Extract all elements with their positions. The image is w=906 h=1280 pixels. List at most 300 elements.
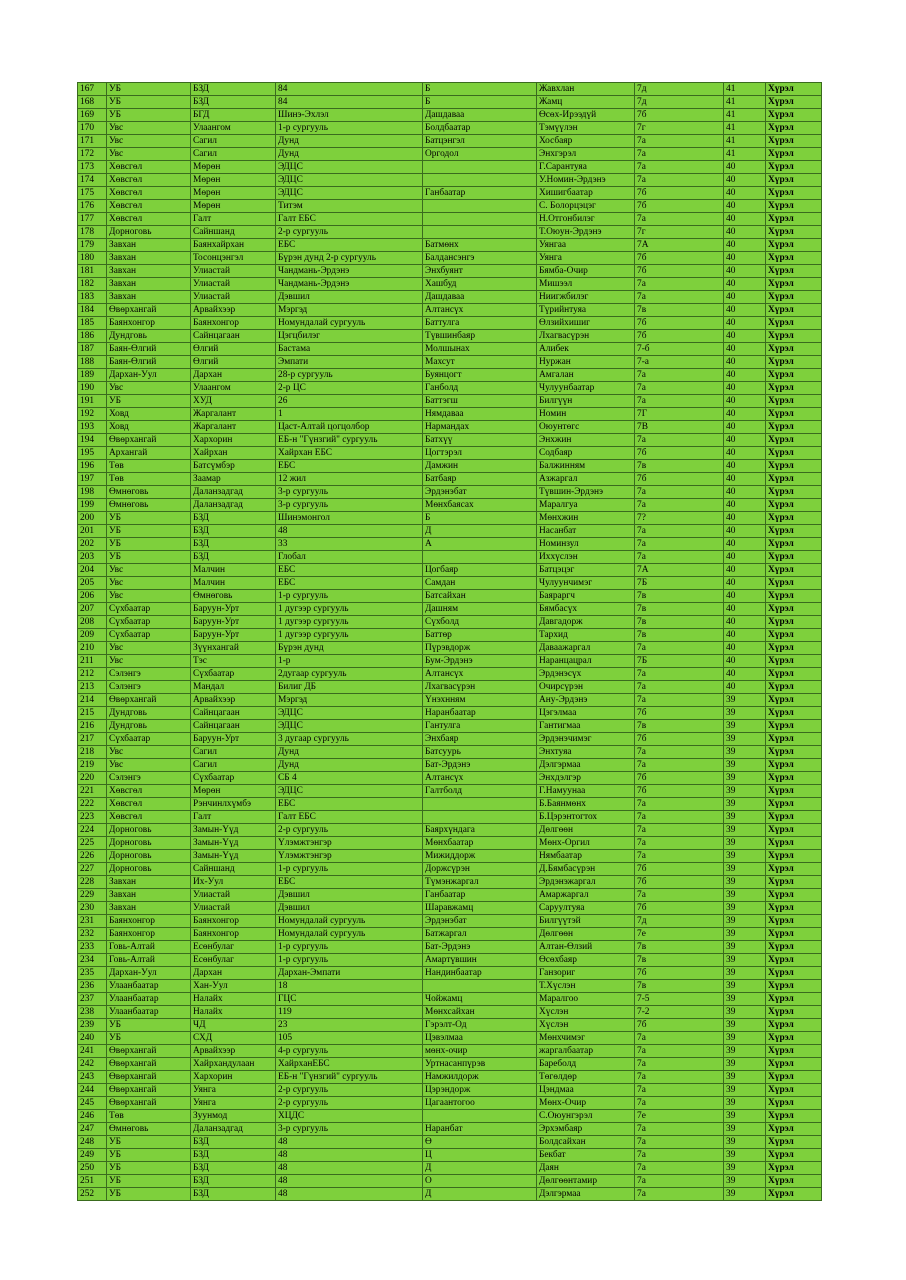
school-cell: ЕБС xyxy=(276,460,423,473)
district-cell: Хархорин xyxy=(191,434,276,447)
student-cell: Билгүүн xyxy=(537,395,635,408)
district-cell: Рэнчинлхүмбэ xyxy=(191,798,276,811)
row-number: 168 xyxy=(78,96,107,109)
award-cell: Хүрэл xyxy=(766,746,822,759)
award-cell: Хүрэл xyxy=(766,486,822,499)
score-cell: 39 xyxy=(724,1110,766,1123)
row-number: 222 xyxy=(78,798,107,811)
row-number: 247 xyxy=(78,1123,107,1136)
province-cell: Сүхбаатар xyxy=(107,603,191,616)
teacher-cell: Пүрэвдорж xyxy=(423,642,537,655)
teacher-cell: Батсайхан xyxy=(423,590,537,603)
student-cell: Насанбат xyxy=(537,525,635,538)
district-cell: Сайнцагаан xyxy=(191,720,276,733)
province-cell: Өвөрхангай xyxy=(107,1045,191,1058)
teacher-cell xyxy=(423,551,537,564)
class-cell: 7А xyxy=(635,564,724,577)
table-row xyxy=(78,772,822,785)
score-cell: 39 xyxy=(724,837,766,850)
school-cell: ЕБС xyxy=(276,577,423,590)
score-cell: 40 xyxy=(724,668,766,681)
class-cell: 7б xyxy=(635,707,724,720)
province-cell: УБ xyxy=(107,109,191,122)
school-cell: Титэм xyxy=(276,200,423,213)
province-cell: УБ xyxy=(107,1188,191,1201)
district-cell: Мөрөн xyxy=(191,174,276,187)
student-cell: Эрхэмбаяр xyxy=(537,1123,635,1136)
student-cell: Маралгуа xyxy=(537,499,635,512)
district-cell: БГД xyxy=(191,109,276,122)
table-row xyxy=(78,655,822,668)
score-cell: 40 xyxy=(724,356,766,369)
award-cell: Хүрэл xyxy=(766,369,822,382)
score-cell: 40 xyxy=(724,187,766,200)
table-row xyxy=(78,304,822,317)
district-cell: Улиастай xyxy=(191,278,276,291)
row-number: 202 xyxy=(78,538,107,551)
table-row xyxy=(78,109,822,122)
table-row xyxy=(78,746,822,759)
class-cell: 7в xyxy=(635,460,724,473)
province-cell: Дархан-Уул xyxy=(107,967,191,980)
row-number: 183 xyxy=(78,291,107,304)
class-cell: 7а xyxy=(635,1188,724,1201)
class-cell: 7а xyxy=(635,1032,724,1045)
score-cell: 40 xyxy=(724,174,766,187)
teacher-cell: Ц xyxy=(423,1149,537,1162)
province-cell: Ховд xyxy=(107,421,191,434)
score-cell: 40 xyxy=(724,590,766,603)
award-cell: Хүрэл xyxy=(766,1136,822,1149)
province-cell: Өмнөговь xyxy=(107,486,191,499)
teacher-cell xyxy=(423,161,537,174)
teacher-cell: Ганболд xyxy=(423,382,537,395)
student-cell: Энхгэрэл xyxy=(537,148,635,161)
class-cell: 7б xyxy=(635,902,724,915)
row-number: 197 xyxy=(78,473,107,486)
student-cell: жаргалбаатар xyxy=(537,1045,635,1058)
row-number: 212 xyxy=(78,668,107,681)
student-cell: Бареболд xyxy=(537,1058,635,1071)
row-number: 173 xyxy=(78,161,107,174)
table-row xyxy=(78,408,822,421)
table-row xyxy=(78,694,822,707)
row-number: 218 xyxy=(78,746,107,759)
school-cell: ЕБС xyxy=(276,798,423,811)
teacher-cell: Нармандах xyxy=(423,421,537,434)
teacher-cell: Бат-Эрдэнэ xyxy=(423,759,537,772)
school-cell: СБ 4 xyxy=(276,772,423,785)
teacher-cell: Батсуурь xyxy=(423,746,537,759)
score-cell: 40 xyxy=(724,447,766,460)
school-cell: Номундалай сургууль xyxy=(276,317,423,330)
score-cell: 39 xyxy=(724,928,766,941)
row-number: 246 xyxy=(78,1110,107,1123)
score-cell: 39 xyxy=(724,785,766,798)
score-cell: 41 xyxy=(724,83,766,96)
award-cell: Хүрэл xyxy=(766,265,822,278)
award-cell: Хүрэл xyxy=(766,226,822,239)
award-cell: Хүрэл xyxy=(766,252,822,265)
teacher-cell: О xyxy=(423,1175,537,1188)
school-cell: Номундалай сургууль xyxy=(276,928,423,941)
class-cell: 7б xyxy=(635,265,724,278)
award-cell: Хүрэл xyxy=(766,1175,822,1188)
school-cell: 2-р ЦС xyxy=(276,382,423,395)
score-cell: 40 xyxy=(724,291,766,304)
district-cell: БЗД xyxy=(191,525,276,538)
teacher-cell xyxy=(423,213,537,226)
province-cell: Дорноговь xyxy=(107,863,191,876)
row-number: 194 xyxy=(78,434,107,447)
school-cell: ЭДЦС xyxy=(276,707,423,720)
student-cell: Дөлгөөн xyxy=(537,928,635,941)
student-cell: Тэмүүлэн xyxy=(537,122,635,135)
table-row xyxy=(78,343,822,356)
row-number: 190 xyxy=(78,382,107,395)
class-cell: 7д xyxy=(635,96,724,109)
score-cell: 39 xyxy=(724,733,766,746)
teacher-cell: Шаравжамц xyxy=(423,902,537,915)
school-cell: 12 жил xyxy=(276,473,423,486)
class-cell: 7а xyxy=(635,1045,724,1058)
student-cell: Хүслэн xyxy=(537,1019,635,1032)
score-cell: 40 xyxy=(724,681,766,694)
district-cell: Мандал xyxy=(191,681,276,694)
award-cell: Хүрэл xyxy=(766,200,822,213)
district-cell: БЗД xyxy=(191,1149,276,1162)
school-cell: Бастама xyxy=(276,343,423,356)
province-cell: Увс xyxy=(107,759,191,772)
score-cell: 39 xyxy=(724,941,766,954)
school-cell: 48 xyxy=(276,1175,423,1188)
province-cell: УБ xyxy=(107,1019,191,1032)
school-cell: ЕБС xyxy=(276,876,423,889)
table-row xyxy=(78,538,822,551)
row-number: 250 xyxy=(78,1162,107,1175)
table-row xyxy=(78,993,822,1006)
score-cell: 40 xyxy=(724,200,766,213)
row-number: 251 xyxy=(78,1175,107,1188)
province-cell: Завхан xyxy=(107,265,191,278)
student-cell: Саруултуяа xyxy=(537,902,635,915)
score-cell: 39 xyxy=(724,1032,766,1045)
district-cell: Сайншанд xyxy=(191,863,276,876)
student-cell: Н.Отгонбилэг xyxy=(537,213,635,226)
table-row xyxy=(78,629,822,642)
award-cell: Хүрэл xyxy=(766,1006,822,1019)
school-cell: Эмпати xyxy=(276,356,423,369)
student-cell: С.Оюунгэрэл xyxy=(537,1110,635,1123)
district-cell: Арвайхээр xyxy=(191,694,276,707)
table-row xyxy=(78,707,822,720)
district-cell: БЗД xyxy=(191,96,276,109)
province-cell: Хөвсгөл xyxy=(107,798,191,811)
school-cell: Дэвшил xyxy=(276,889,423,902)
teacher-cell: Намжилдорж xyxy=(423,1071,537,1084)
school-cell: Галт ЕБС xyxy=(276,811,423,824)
table-row xyxy=(78,1149,822,1162)
row-number: 233 xyxy=(78,941,107,954)
school-cell: Галт ЕБС xyxy=(276,213,423,226)
table-row xyxy=(78,369,822,382)
table-row xyxy=(78,902,822,915)
award-cell: Хүрэл xyxy=(766,317,822,330)
table-row xyxy=(78,291,822,304)
row-number: 186 xyxy=(78,330,107,343)
row-number: 201 xyxy=(78,525,107,538)
class-cell: 7а xyxy=(635,486,724,499)
class-cell: 7Г xyxy=(635,408,724,421)
award-cell: Хүрэл xyxy=(766,551,822,564)
score-cell: 39 xyxy=(724,915,766,928)
score-cell: 40 xyxy=(724,603,766,616)
class-cell: 7б xyxy=(635,1019,724,1032)
award-cell: Хүрэл xyxy=(766,629,822,642)
class-cell: 7г xyxy=(635,226,724,239)
province-cell: Завхан xyxy=(107,902,191,915)
student-cell: Ану-Эрдэнэ xyxy=(537,694,635,707)
student-cell: Бямбасүх xyxy=(537,603,635,616)
row-number: 200 xyxy=(78,512,107,525)
district-cell: Жаргалант xyxy=(191,408,276,421)
class-cell: 7а xyxy=(635,668,724,681)
district-cell: Баянхонгор xyxy=(191,317,276,330)
province-cell: Улаанбаатар xyxy=(107,993,191,1006)
district-cell: Улиастай xyxy=(191,889,276,902)
school-cell: 3-р сургууль xyxy=(276,499,423,512)
score-cell: 39 xyxy=(724,954,766,967)
student-cell: Дөлгөөн xyxy=(537,824,635,837)
row-number: 215 xyxy=(78,707,107,720)
table-row xyxy=(78,954,822,967)
teacher-cell: Баттэгш xyxy=(423,395,537,408)
district-cell: Сүхбаатар xyxy=(191,772,276,785)
teacher-cell: Батцэнгэл xyxy=(423,135,537,148)
table-row xyxy=(78,278,822,291)
award-cell: Хүрэл xyxy=(766,616,822,629)
teacher-cell: А xyxy=(423,538,537,551)
score-cell: 41 xyxy=(724,109,766,122)
province-cell: Завхан xyxy=(107,876,191,889)
teacher-cell xyxy=(423,200,537,213)
province-cell: Баянхонгор xyxy=(107,928,191,941)
student-cell: Номин xyxy=(537,408,635,421)
table-row xyxy=(78,876,822,889)
table-row xyxy=(78,330,822,343)
teacher-cell: Эрдэнэбат xyxy=(423,915,537,928)
class-cell: 7в xyxy=(635,629,724,642)
teacher-cell: Дамжин xyxy=(423,460,537,473)
school-cell: 84 xyxy=(276,96,423,109)
class-cell: 7а xyxy=(635,746,724,759)
district-cell: Даланзадгад xyxy=(191,499,276,512)
student-cell: Чулуунбаатар xyxy=(537,382,635,395)
province-cell: Сүхбаатар xyxy=(107,616,191,629)
province-cell: Хөвсгөл xyxy=(107,187,191,200)
district-cell: Замын-Үүд xyxy=(191,824,276,837)
teacher-cell: Түмэнжаргал xyxy=(423,876,537,889)
score-cell: 39 xyxy=(724,1175,766,1188)
table-row xyxy=(78,447,822,460)
class-cell: 7а xyxy=(635,369,724,382)
class-cell: 7в xyxy=(635,954,724,967)
score-cell: 40 xyxy=(724,369,766,382)
school-cell: 48 xyxy=(276,1149,423,1162)
student-cell: Хүслэн xyxy=(537,1006,635,1019)
province-cell: Увс xyxy=(107,135,191,148)
province-cell: Увс xyxy=(107,577,191,590)
district-cell: Өлгий xyxy=(191,356,276,369)
table-row xyxy=(78,551,822,564)
award-cell: Хүрэл xyxy=(766,1019,822,1032)
table-row xyxy=(78,1032,822,1045)
table-row xyxy=(78,863,822,876)
row-number: 239 xyxy=(78,1019,107,1032)
province-cell: Дорноговь xyxy=(107,850,191,863)
table-row xyxy=(78,941,822,954)
district-cell: БЗД xyxy=(191,512,276,525)
school-cell: ЭДЦС xyxy=(276,187,423,200)
award-cell: Хүрэл xyxy=(766,824,822,837)
table-row xyxy=(78,460,822,473)
class-cell: 7Б xyxy=(635,655,724,668)
province-cell: Увс xyxy=(107,590,191,603)
score-cell: 39 xyxy=(724,1045,766,1058)
row-number: 232 xyxy=(78,928,107,941)
award-cell: Хүрэл xyxy=(766,1162,822,1175)
teacher-cell xyxy=(423,798,537,811)
class-cell: 7а xyxy=(635,395,724,408)
teacher-cell: Ганбаатар xyxy=(423,889,537,902)
student-cell: Жавхлан xyxy=(537,83,635,96)
district-cell: Баянхайрхан xyxy=(191,239,276,252)
award-cell: Хүрэл xyxy=(766,174,822,187)
student-cell: Мөнх-Оргил xyxy=(537,837,635,850)
class-cell: 7в xyxy=(635,603,724,616)
class-cell: 7е xyxy=(635,1110,724,1123)
row-number: 227 xyxy=(78,863,107,876)
school-cell: 1-р сургууль xyxy=(276,863,423,876)
award-cell: Хүрэл xyxy=(766,460,822,473)
award-cell: Хүрэл xyxy=(766,1188,822,1201)
student-cell: Т.Оюун-Эрдэнэ xyxy=(537,226,635,239)
province-cell: Сүхбаатар xyxy=(107,629,191,642)
row-number: 198 xyxy=(78,486,107,499)
province-cell: Өвөрхангай xyxy=(107,694,191,707)
score-cell: 40 xyxy=(724,343,766,356)
class-cell: 7а xyxy=(635,1162,724,1175)
award-cell: Хүрэл xyxy=(766,681,822,694)
province-cell: Увс xyxy=(107,642,191,655)
table-row xyxy=(78,642,822,655)
student-cell: Алибек xyxy=(537,343,635,356)
school-cell: 3 дугаар сургууль xyxy=(276,733,423,746)
score-cell: 41 xyxy=(724,96,766,109)
score-cell: 41 xyxy=(724,135,766,148)
class-cell: 7а xyxy=(635,694,724,707)
row-number: 205 xyxy=(78,577,107,590)
table-row xyxy=(78,83,822,96)
school-cell: 119 xyxy=(276,1006,423,1019)
school-cell: 26 xyxy=(276,395,423,408)
score-cell: 40 xyxy=(724,265,766,278)
score-cell: 40 xyxy=(724,421,766,434)
class-cell: 7а xyxy=(635,525,724,538)
score-cell: 39 xyxy=(724,902,766,915)
score-cell: 40 xyxy=(724,538,766,551)
table-row xyxy=(78,1058,822,1071)
school-cell: Дунд xyxy=(276,759,423,772)
award-cell: Хүрэл xyxy=(766,733,822,746)
class-cell: 7а xyxy=(635,551,724,564)
teacher-cell: Мөнхбаясах xyxy=(423,499,537,512)
row-number: 238 xyxy=(78,1006,107,1019)
student-cell: Амаржаргал xyxy=(537,889,635,902)
school-cell: ХайрханЕБС xyxy=(276,1058,423,1071)
award-cell: Хүрэл xyxy=(766,395,822,408)
award-cell: Хүрэл xyxy=(766,915,822,928)
award-cell: Хүрэл xyxy=(766,1097,822,1110)
table-row xyxy=(78,226,822,239)
district-cell: Сайншанд xyxy=(191,226,276,239)
student-cell: Түвшин-Эрдэнэ xyxy=(537,486,635,499)
row-number: 170 xyxy=(78,122,107,135)
score-cell: 39 xyxy=(724,1006,766,1019)
province-cell: Төв xyxy=(107,1110,191,1123)
class-cell: 7а xyxy=(635,889,724,902)
award-cell: Хүрэл xyxy=(766,1123,822,1136)
score-cell: 39 xyxy=(724,759,766,772)
results-table xyxy=(77,82,822,1201)
province-cell: Увс xyxy=(107,655,191,668)
row-number: 248 xyxy=(78,1136,107,1149)
class-cell: 7А xyxy=(635,239,724,252)
class-cell: 7в xyxy=(635,590,724,603)
province-cell: Говь-Алтай xyxy=(107,954,191,967)
row-number: 214 xyxy=(78,694,107,707)
school-cell: Номундалай сургууль xyxy=(276,915,423,928)
teacher-cell: Баттулга xyxy=(423,317,537,330)
province-cell: УБ xyxy=(107,551,191,564)
award-cell: Хүрэл xyxy=(766,694,822,707)
class-cell: 7в xyxy=(635,616,724,629)
province-cell: УБ xyxy=(107,395,191,408)
class-cell: 7а xyxy=(635,850,724,863)
teacher-cell: Батхүү xyxy=(423,434,537,447)
score-cell: 39 xyxy=(724,1071,766,1084)
award-cell: Хүрэл xyxy=(766,447,822,460)
school-cell: Дархан-Эмпати xyxy=(276,967,423,980)
province-cell: Хөвсгөл xyxy=(107,161,191,174)
row-number: 220 xyxy=(78,772,107,785)
district-cell: Сагил xyxy=(191,746,276,759)
table-row xyxy=(78,187,822,200)
school-cell: 1 xyxy=(276,408,423,421)
district-cell: Мөрөн xyxy=(191,161,276,174)
teacher-cell: Гантулга xyxy=(423,720,537,733)
teacher-cell: Балдансэнгэ xyxy=(423,252,537,265)
province-cell: Баянхонгор xyxy=(107,317,191,330)
row-number: 223 xyxy=(78,811,107,824)
row-number: 176 xyxy=(78,200,107,213)
student-cell: Давгадорж xyxy=(537,616,635,629)
award-cell: Хүрэл xyxy=(766,811,822,824)
award-cell: Хүрэл xyxy=(766,408,822,421)
student-cell: Чулуунчимэг xyxy=(537,577,635,590)
award-cell: Хүрэл xyxy=(766,772,822,785)
class-cell: 7а xyxy=(635,538,724,551)
